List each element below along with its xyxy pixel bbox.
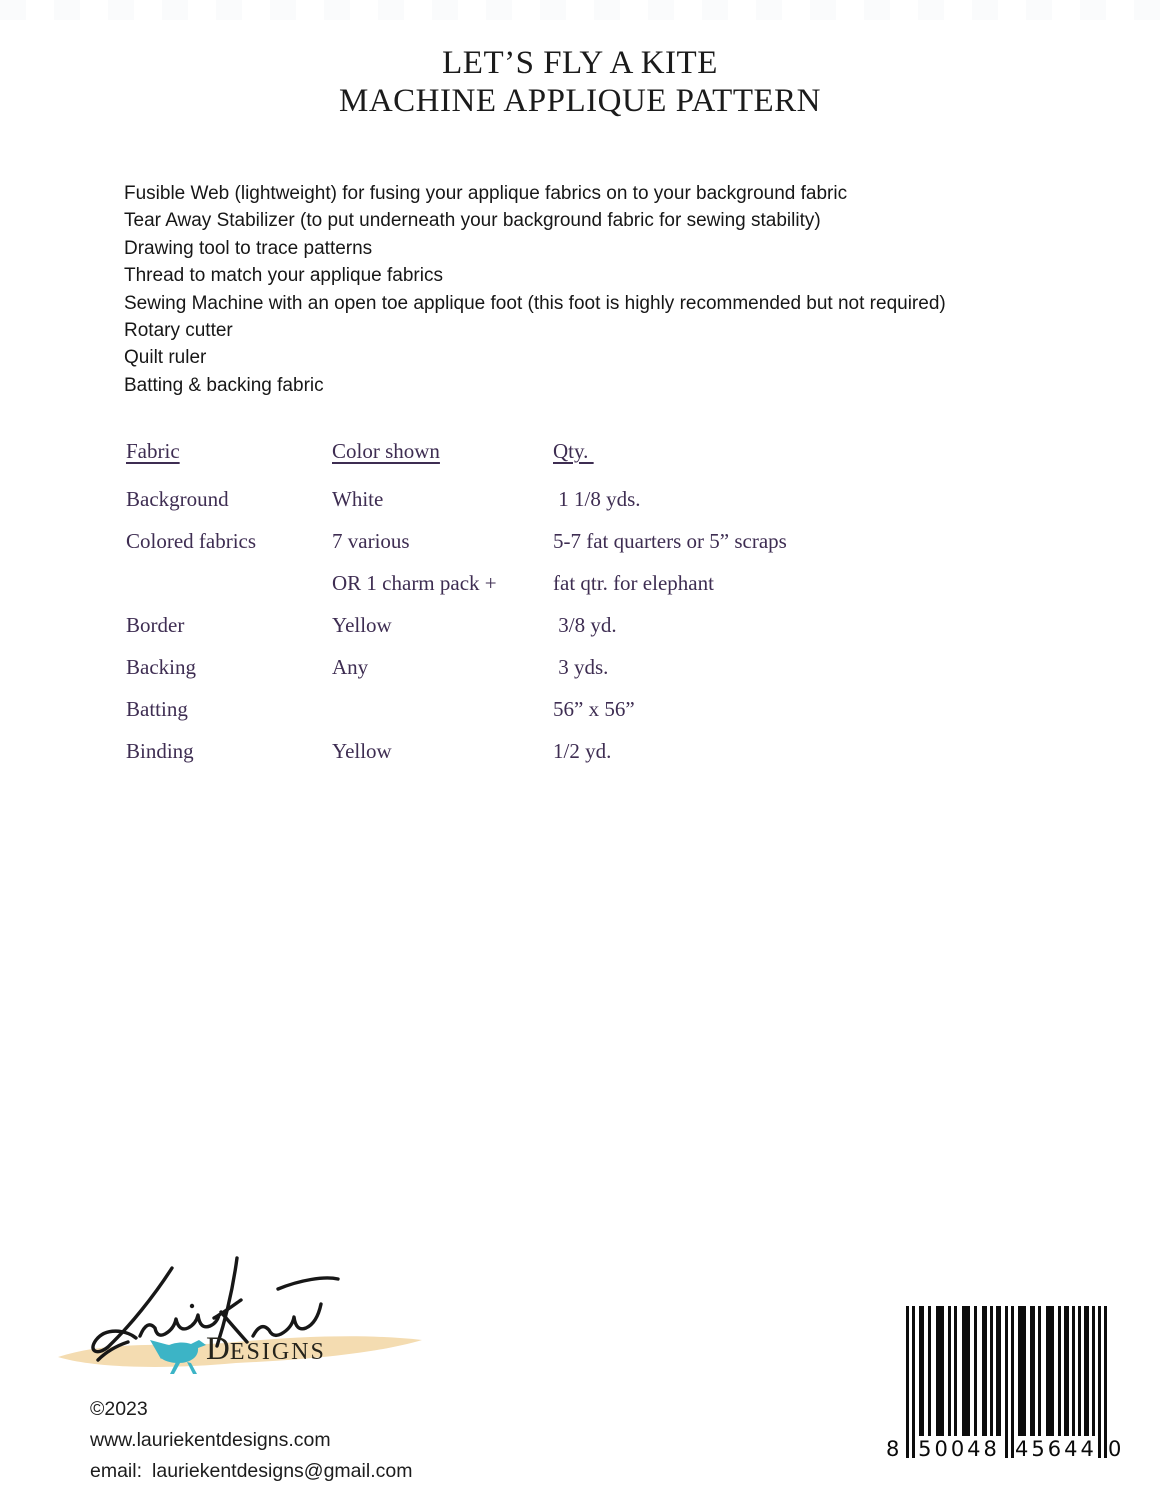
cell-qty: 1/2 yd. <box>553 739 612 763</box>
copyright-text: ©2023 <box>90 1398 148 1420</box>
page-title-line1: LET’S FLY A KITE <box>442 45 718 81</box>
fabric-table <box>126 424 973 772</box>
barcode-digit-group2: 45644 <box>1015 1437 1097 1461</box>
laurie-kent-designs-logo <box>40 1256 440 1391</box>
upc-barcode <box>886 1306 1122 1468</box>
supply-item: Tear Away Stabilizer (to put underneath your background fabric for sewing stability) <box>124 210 821 232</box>
table-row <box>126 520 973 562</box>
supply-item: Fusible Web (lightweight) for fusing your applique fabrics on to your background fabric <box>124 183 848 204</box>
table-row <box>126 730 973 772</box>
page-title <box>0 44 1160 120</box>
cell-fabric: Backing <box>126 655 196 679</box>
cell-color: White <box>332 487 384 511</box>
supply-item: Thread to match your applique fabrics <box>124 265 443 287</box>
cell-color: Yellow <box>332 613 392 637</box>
fabric-table-header <box>126 424 973 478</box>
table-row <box>126 478 973 520</box>
cell-qty: 5-7 fat quarters or 5” scraps <box>553 529 787 553</box>
supply-item: Rotary cutter <box>124 320 233 342</box>
supply-item: Sewing Machine with an open toe applique foot (this foot is highly recommended but not required) <box>124 292 946 314</box>
cell-fabric: Colored fabrics <box>126 529 257 553</box>
barcode-digit-group1: 50048 <box>915 1436 1003 1462</box>
email-line <box>90 1456 412 1487</box>
cell-color: Yellow <box>332 739 392 763</box>
page-title-line2: MACHINE APPLIQUE PATTERN <box>339 83 821 119</box>
supply-item: Batting & backing fabric <box>124 374 324 396</box>
website-text: www.lauriekentdesigns.com <box>90 1429 331 1451</box>
cell-qty: fat qtr. for elephant <box>553 571 714 595</box>
cell-qty: 3 yds. <box>553 655 609 679</box>
table-row <box>126 562 973 604</box>
scan-artifact-strip <box>0 0 1160 20</box>
email-address: lauriekentdesigns@gmail.com <box>152 1460 413 1482</box>
cell-color: Any <box>332 655 369 679</box>
cell-fabric: Border <box>126 613 185 637</box>
supply-item: Drawing tool to trace patterns <box>124 237 373 259</box>
column-header-qty: Qty. <box>553 439 594 463</box>
cell-fabric: Binding <box>126 739 194 763</box>
footer-contact-block <box>90 1394 412 1487</box>
logo-graphic <box>40 1256 440 1391</box>
cell-color: 7 various <box>332 529 410 553</box>
barcode-digit-left: 8 <box>886 1437 900 1461</box>
column-header-color-shown: Color shown <box>332 439 440 463</box>
cell-fabric: Batting <box>126 697 188 721</box>
supplies-list <box>124 180 946 399</box>
cell-color: OR 1 charm pack + <box>332 571 497 595</box>
supply-item: Quilt ruler <box>124 347 207 369</box>
email-label: email: <box>90 1460 143 1482</box>
cell-fabric: Background <box>126 487 229 511</box>
table-row <box>126 688 973 730</box>
table-row <box>126 604 973 646</box>
cell-qty: 1 1/8 yds. <box>553 487 641 511</box>
column-header-fabric: Fabric <box>126 439 180 463</box>
table-row <box>126 646 973 688</box>
cell-qty: 56” x 56” <box>553 697 635 721</box>
designs-wordmark: DESIGNS <box>206 1331 326 1367</box>
barcode-digit-right: 0 <box>1108 1437 1122 1461</box>
cell-qty: 3/8 yd. <box>553 613 617 637</box>
